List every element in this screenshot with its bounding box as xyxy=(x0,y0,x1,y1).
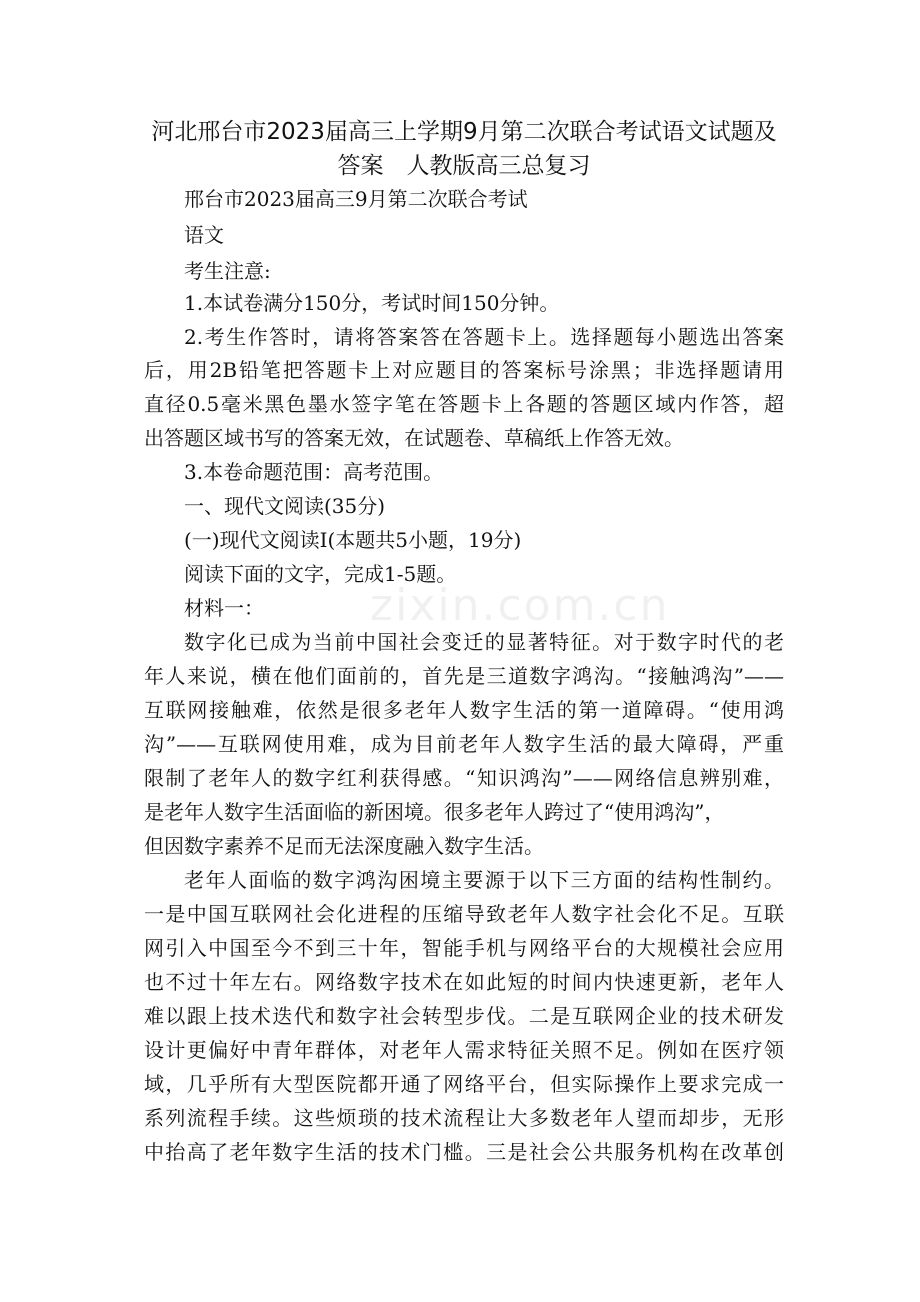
paragraph-2-line-6: 设计更偏好中青年群体，对老年人需求特征关照不足。例如在医疗领 xyxy=(144,1038,784,1062)
paragraph-2-line-5: 难以跟上技术迭代和数字社会转型步伐。二是互联网企业的技术研发 xyxy=(144,1004,784,1028)
paragraph-1-line-5: 限制了老年人的数字红利获得感。“知识鸿沟”——网络信息辨别难， xyxy=(144,766,784,790)
notice-item-2-line-3: 直径0.5毫米黑色墨水签字笔在答题卡上各题的答题区域内作答，超 xyxy=(144,392,784,416)
document-title-line-1: 河北邢台市2023届高三上学期9月第二次联合考试语文试题及 xyxy=(151,119,777,145)
paragraph-2-line-1: 老年人面临的数字鸿沟困境主要源于以下三方面的结构性制约。 xyxy=(184,868,784,892)
material-label: 材料一： xyxy=(184,596,264,620)
paragraph-1-line-1: 数字化已成为当前中国社会变迁的显著特征。对于数字时代的老 xyxy=(184,630,784,654)
section-heading: 一、现代文阅读(35分) xyxy=(184,494,386,518)
notice-item-2-line-4: 出答题区域书写的答案无效，在试题卷、草稿纸上作答无效。 xyxy=(144,426,684,450)
reading-instruction: 阅读下面的文字，完成1-5题。 xyxy=(184,562,457,586)
paragraph-2-line-4: 也不过十年左右。网络数字技术在如此短的时间内快速更新，老年人 xyxy=(144,970,784,994)
notice-item-1: 1.本试卷满分150分，考试时间150分钟。 xyxy=(184,291,560,315)
paragraph-2-line-2: 一是中国互联网社会化进程的压缩导致老年人数字社会化不足。互联 xyxy=(144,902,784,926)
subsection-heading: (一)现代文阅读Ⅰ(本题共5小题，19分) xyxy=(184,528,522,552)
notice-item-2-line-1: 2.考生作答时，请将答案答在答题卡上。选择题每小题选出答案 xyxy=(184,325,784,349)
paragraph-1-line-3: 互联网接触难，依然是很多老年人数字生活的第一道障碍。“使用鸿 xyxy=(144,698,784,722)
subject-label: 语文 xyxy=(184,223,224,247)
paragraph-2-line-7: 域，几乎所有大型医院都开通了网络平台，但实际操作上要求完成一 xyxy=(144,1072,784,1096)
paragraph-1-line-4: 沟”——互联网使用难，成为目前老年人数字生活的最大障碍，严重 xyxy=(144,732,784,756)
paragraph-1-line-2: 年人来说，横在他们面前的，首先是三道数字鸿沟。“接触鸿沟”—— xyxy=(144,664,784,688)
paragraph-2-line-9: 中抬高了老年数字生活的技术门槛。三是社会公共服务机构在改革创 xyxy=(144,1140,784,1164)
paragraph-2-line-8: 系列流程手续。这些烦琐的技术流程让大多数老年人望而却步，无形 xyxy=(144,1106,784,1130)
notice-item-2-line-2: 后，用2B铅笔把答题卡上对应题目的答案标号涂黑；非选择题请用 xyxy=(144,358,784,382)
paragraph-1-line-6: 是老年人数字生活面临的新困境。很多老年人跨过了“使用鸿沟”， xyxy=(144,800,725,824)
notice-heading: 考生注意: xyxy=(184,259,271,283)
document-title-line-2: 答案 人教版高三总复习 xyxy=(337,153,591,179)
watermark: zixin.com.cn xyxy=(370,580,670,631)
paragraph-1-line-7: 但因数字素养不足而无法深度融入数字生活。 xyxy=(144,834,544,858)
notice-item-3: 3.本卷命题范围：高考范围。 xyxy=(184,460,444,484)
paragraph-2-line-3: 网引入中国至今不到三十年，智能手机与网络平台的大规模社会应用 xyxy=(144,936,784,960)
exam-heading: 邢台市2023届高三9月第二次联合考试 xyxy=(184,187,528,211)
